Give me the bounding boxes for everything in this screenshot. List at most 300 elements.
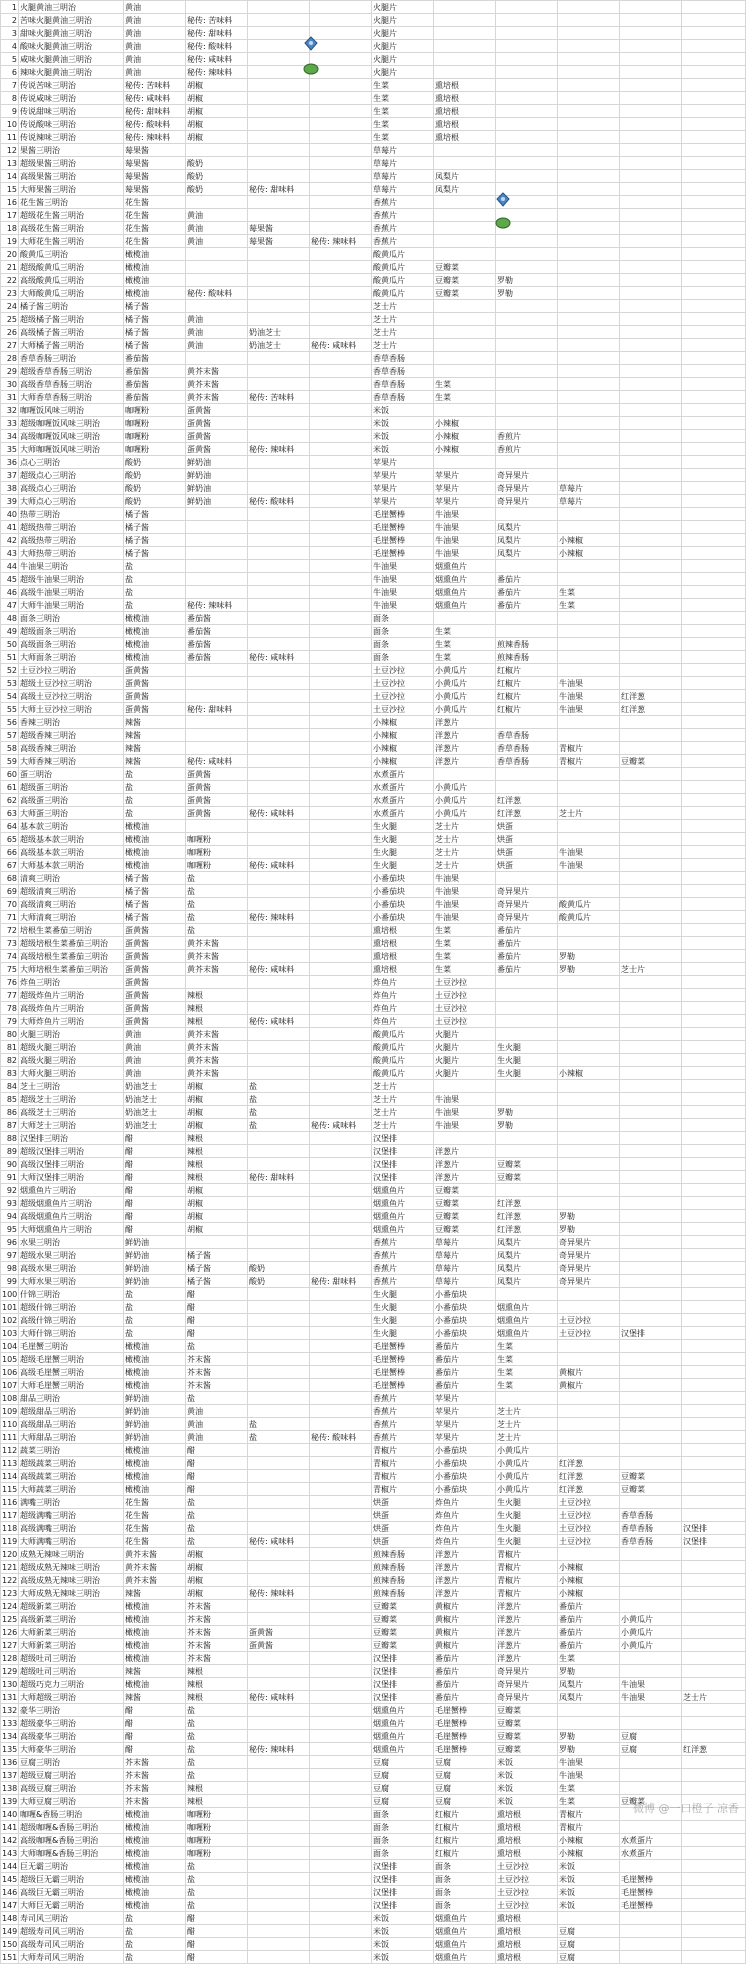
ingredient-cell[interactable]: 洋葱片 xyxy=(496,1613,558,1626)
ingredient-cell[interactable]: 秘传: 咸味料 xyxy=(248,1691,310,1704)
ingredient-cell[interactable] xyxy=(496,92,558,105)
ingredient-cell[interactable]: 熏培根 xyxy=(434,79,496,92)
ingredient-cell[interactable] xyxy=(620,924,682,937)
ingredient-cell[interactable] xyxy=(558,729,620,742)
ingredient-cell[interactable] xyxy=(682,1197,746,1210)
ingredient-cell[interactable]: 生菜 xyxy=(434,950,496,963)
ingredient-cell[interactable] xyxy=(248,365,310,378)
ingredient-cell[interactable] xyxy=(186,677,248,690)
ingredient-cell[interactable] xyxy=(248,1574,310,1587)
ingredient-cell[interactable] xyxy=(310,599,372,612)
ingredient-cell[interactable]: 凤梨片 xyxy=(496,1236,558,1249)
row-number-cell[interactable]: 77 xyxy=(1,989,19,1002)
ingredient-cell[interactable]: 盐 xyxy=(186,1743,248,1756)
row-number-cell[interactable]: 29 xyxy=(1,365,19,378)
row-number-cell[interactable]: 35 xyxy=(1,443,19,456)
row-number-cell[interactable]: 106 xyxy=(2,1367,18,1377)
ingredient-cell[interactable] xyxy=(558,560,620,573)
ingredient-cell[interactable]: 盐 xyxy=(186,1717,248,1730)
recipe-name-cell[interactable]: 大师超级三明治 xyxy=(19,1691,124,1704)
ingredient-cell[interactable]: 土豆沙拉 xyxy=(558,1522,620,1535)
ingredient-cell[interactable]: 牛油果 xyxy=(372,573,434,586)
row-number-cell[interactable]: 5 xyxy=(1,53,19,66)
ingredient-cell[interactable] xyxy=(620,768,682,781)
ingredient-cell[interactable] xyxy=(248,1717,310,1730)
row-number-cell[interactable]: 121 xyxy=(2,1562,18,1572)
recipe-name-cell[interactable]: 炸鱼三明治 xyxy=(19,976,124,989)
row-number-cell[interactable]: 117 xyxy=(2,1510,18,1520)
ingredient-cell[interactable]: 炸鱼片 xyxy=(372,989,434,1002)
ingredient-cell[interactable] xyxy=(496,144,558,157)
ingredient-cell[interactable]: 秘传: 苦味料 xyxy=(248,391,310,404)
row-number-cell[interactable]: 86 xyxy=(1,1106,19,1119)
ingredient-cell[interactable]: 煎辣香肠 xyxy=(496,638,558,651)
ingredient-cell[interactable] xyxy=(620,612,682,625)
ingredient-cell[interactable]: 盐 xyxy=(248,1119,310,1132)
ingredient-cell[interactable] xyxy=(434,456,496,469)
ingredient-cell[interactable] xyxy=(310,560,372,573)
ingredient-cell[interactable] xyxy=(248,1067,310,1080)
ingredient-cell[interactable]: 胡椒 xyxy=(186,1184,248,1197)
ingredient-cell[interactable]: 橄榄油 xyxy=(124,1639,186,1652)
ingredient-cell[interactable]: 烘蛋 xyxy=(496,859,558,872)
ingredient-cell[interactable] xyxy=(682,1717,746,1730)
ingredient-cell[interactable]: 米饭 xyxy=(372,443,434,456)
ingredient-cell[interactable] xyxy=(434,235,496,248)
ingredient-cell[interactable] xyxy=(248,1548,310,1561)
ingredient-cell[interactable]: 小黄瓜片 xyxy=(434,781,496,794)
ingredient-cell[interactable]: 橄榄油 xyxy=(124,1886,186,1899)
ingredient-cell[interactable] xyxy=(558,1158,620,1171)
ingredient-cell[interactable]: 盐 xyxy=(248,1080,310,1093)
ingredient-cell[interactable]: 土豆沙拉 xyxy=(434,976,496,989)
ingredient-cell[interactable] xyxy=(248,1860,310,1873)
ingredient-cell[interactable]: 芥末酱 xyxy=(186,1652,248,1665)
ingredient-cell[interactable] xyxy=(682,1145,746,1158)
row-number-cell[interactable]: 127 xyxy=(2,1640,18,1650)
recipe-name-cell[interactable]: 高级热带三明治 xyxy=(19,534,124,547)
ingredient-cell[interactable]: 豆瓣菜 xyxy=(496,1704,558,1717)
ingredient-cell[interactable]: 醋 xyxy=(124,1158,186,1171)
ingredient-cell[interactable]: 盐 xyxy=(186,898,248,911)
ingredient-cell[interactable] xyxy=(310,586,372,599)
ingredient-cell[interactable]: 汉堡排 xyxy=(372,1145,434,1158)
ingredient-cell[interactable] xyxy=(682,1080,746,1093)
ingredient-cell[interactable] xyxy=(682,1509,746,1522)
ingredient-cell[interactable]: 牛油果 xyxy=(434,885,496,898)
recipe-name-cell[interactable]: 高级汉堡排三明治 xyxy=(19,1158,124,1171)
ingredient-cell[interactable] xyxy=(310,1444,372,1457)
recipe-name-cell[interactable]: 高级新菜三明治 xyxy=(19,1613,124,1626)
ingredient-cell[interactable] xyxy=(496,1028,558,1041)
recipe-name-cell[interactable]: 大师新菜三明治 xyxy=(19,1639,124,1652)
recipe-name-cell[interactable]: 高级清爽三明治 xyxy=(19,898,124,911)
ingredient-cell[interactable]: 芥末酱 xyxy=(124,1782,186,1795)
ingredient-cell[interactable]: 生菜 xyxy=(372,79,434,92)
ingredient-cell[interactable] xyxy=(310,547,372,560)
ingredient-cell[interactable]: 盐 xyxy=(124,586,186,599)
ingredient-cell[interactable]: 香蕉片 xyxy=(372,235,434,248)
ingredient-cell[interactable] xyxy=(496,1,558,14)
recipe-name-cell[interactable]: 香辣三明治 xyxy=(19,716,124,729)
ingredient-cell[interactable] xyxy=(682,833,746,846)
row-number-cell[interactable]: 103 xyxy=(2,1328,18,1338)
ingredient-cell[interactable] xyxy=(620,248,682,261)
row-number-cell[interactable]: 12 xyxy=(1,144,19,157)
ingredient-cell[interactable]: 烟熏鱼片 xyxy=(434,1925,496,1938)
ingredient-cell[interactable] xyxy=(620,1210,682,1223)
ingredient-cell[interactable] xyxy=(558,924,620,937)
ingredient-cell[interactable]: 胡椒 xyxy=(186,79,248,92)
recipe-name-cell[interactable]: 大师果酱三明治 xyxy=(19,183,124,196)
row-number-cell[interactable]: 36 xyxy=(1,456,19,469)
recipe-name-cell[interactable]: 大师毛崖蟹三明治 xyxy=(19,1379,124,1392)
recipe-name-cell[interactable]: 大师咖喱&香肠三明治 xyxy=(19,1847,124,1860)
ingredient-cell[interactable]: 橄榄油 xyxy=(124,1600,186,1613)
row-number-cell[interactable]: 74 xyxy=(1,950,19,963)
ingredient-cell[interactable]: 盐 xyxy=(186,1704,248,1717)
ingredient-cell[interactable] xyxy=(434,14,496,27)
ingredient-cell[interactable]: 蛋黄酱 xyxy=(186,443,248,456)
ingredient-cell[interactable]: 洋葱片 xyxy=(434,1587,496,1600)
ingredient-cell[interactable] xyxy=(434,27,496,40)
ingredient-cell[interactable] xyxy=(620,1158,682,1171)
ingredient-cell[interactable] xyxy=(682,768,746,781)
ingredient-cell[interactable] xyxy=(434,248,496,261)
ingredient-cell[interactable]: 小黄瓜片 xyxy=(496,1457,558,1470)
ingredient-cell[interactable] xyxy=(620,196,682,209)
ingredient-cell[interactable] xyxy=(682,625,746,638)
recipe-name-cell[interactable]: 大师土豆沙拉三明治 xyxy=(19,703,124,716)
ingredient-cell[interactable] xyxy=(620,417,682,430)
recipe-name-cell[interactable]: 高级蔬菜三明治 xyxy=(19,1470,124,1483)
ingredient-cell[interactable] xyxy=(558,66,620,79)
ingredient-cell[interactable] xyxy=(248,755,310,768)
ingredient-cell[interactable] xyxy=(496,105,558,118)
ingredient-cell[interactable]: 秘传: 咸味料 xyxy=(310,1119,372,1132)
ingredient-cell[interactable]: 鲜奶油 xyxy=(124,1405,186,1418)
ingredient-cell[interactable]: 蛋黄酱 xyxy=(186,404,248,417)
ingredient-cell[interactable]: 芥末酱 xyxy=(186,1626,248,1639)
ingredient-cell[interactable]: 蛋黄酱 xyxy=(124,963,186,976)
ingredient-cell[interactable] xyxy=(620,1379,682,1392)
ingredient-cell[interactable] xyxy=(682,1496,746,1509)
ingredient-cell[interactable] xyxy=(620,638,682,651)
ingredient-cell[interactable]: 胡椒 xyxy=(186,118,248,131)
ingredient-cell[interactable]: 香蕉片 xyxy=(372,1236,434,1249)
ingredient-cell[interactable] xyxy=(310,1314,372,1327)
ingredient-cell[interactable]: 牛油果 xyxy=(434,534,496,547)
ingredient-cell[interactable] xyxy=(620,66,682,79)
ingredient-cell[interactable] xyxy=(496,339,558,352)
ingredient-cell[interactable] xyxy=(434,352,496,365)
ingredient-cell[interactable] xyxy=(682,404,746,417)
ingredient-cell[interactable] xyxy=(310,1639,372,1652)
ingredient-cell[interactable]: 咖喱粉 xyxy=(186,859,248,872)
ingredient-cell[interactable] xyxy=(620,1665,682,1678)
ingredient-cell[interactable] xyxy=(310,1301,372,1314)
ingredient-cell[interactable] xyxy=(310,482,372,495)
ingredient-cell[interactable] xyxy=(682,300,746,313)
ingredient-cell[interactable] xyxy=(248,1392,310,1405)
ingredient-cell[interactable] xyxy=(248,1236,310,1249)
ingredient-cell[interactable] xyxy=(248,599,310,612)
ingredient-cell[interactable] xyxy=(682,534,746,547)
ingredient-cell[interactable]: 小黄瓜片 xyxy=(496,1470,558,1483)
ingredient-cell[interactable] xyxy=(558,1340,620,1353)
ingredient-cell[interactable] xyxy=(248,1314,310,1327)
recipe-name-cell[interactable]: 大师汉堡排三明治 xyxy=(19,1171,124,1184)
ingredient-cell[interactable]: 橘子酱 xyxy=(124,300,186,313)
ingredient-cell[interactable] xyxy=(558,1301,620,1314)
ingredient-cell[interactable] xyxy=(620,313,682,326)
ingredient-cell[interactable] xyxy=(620,807,682,820)
ingredient-cell[interactable] xyxy=(496,1145,558,1158)
ingredient-cell[interactable] xyxy=(434,144,496,157)
ingredient-cell[interactable]: 芝士片 xyxy=(372,1119,434,1132)
ingredient-cell[interactable]: 生菜 xyxy=(434,638,496,651)
recipe-name-cell[interactable]: 蛋三明治 xyxy=(19,768,124,781)
ingredient-cell[interactable]: 小黄瓜片 xyxy=(496,1483,558,1496)
recipe-name-cell[interactable]: 蔬菜三明治 xyxy=(19,1444,124,1457)
recipe-name-cell[interactable]: 高级甜品三明治 xyxy=(19,1418,124,1431)
ingredient-cell[interactable] xyxy=(620,105,682,118)
row-number-cell[interactable]: 81 xyxy=(1,1041,19,1054)
ingredient-cell[interactable]: 辣酱 xyxy=(124,729,186,742)
row-number-cell[interactable]: 91 xyxy=(1,1171,19,1184)
ingredient-cell[interactable] xyxy=(496,1184,558,1197)
row-number-cell[interactable]: 60 xyxy=(1,768,19,781)
ingredient-cell[interactable]: 面条 xyxy=(434,1873,496,1886)
ingredient-cell[interactable]: 水煮蛋片 xyxy=(372,794,434,807)
ingredient-cell[interactable] xyxy=(682,1613,746,1626)
recipe-name-cell[interactable]: 甜品三明治 xyxy=(19,1392,124,1405)
ingredient-cell[interactable]: 蛋黄酱 xyxy=(124,937,186,950)
recipe-name-cell[interactable]: 超级培根生菜番茄三明治 xyxy=(19,937,124,950)
ingredient-cell[interactable]: 米饭 xyxy=(372,430,434,443)
ingredient-cell[interactable] xyxy=(682,781,746,794)
ingredient-cell[interactable]: 苹果片 xyxy=(434,482,496,495)
ingredient-cell[interactable] xyxy=(248,872,310,885)
ingredient-cell[interactable]: 青椒片 xyxy=(372,1483,434,1496)
ingredient-cell[interactable]: 面条 xyxy=(372,1821,434,1834)
ingredient-cell[interactable] xyxy=(682,79,746,92)
ingredient-cell[interactable] xyxy=(186,261,248,274)
ingredient-cell[interactable]: 奶油芝士 xyxy=(124,1093,186,1106)
ingredient-cell[interactable] xyxy=(682,53,746,66)
ingredient-cell[interactable]: 烟熏鱼片 xyxy=(372,1730,434,1743)
ingredient-cell[interactable]: 鲜奶油 xyxy=(124,1249,186,1262)
ingredient-cell[interactable]: 红椒片 xyxy=(496,690,558,703)
recipe-name-cell[interactable]: 高级香草香肠三明治 xyxy=(19,378,124,391)
ingredient-cell[interactable]: 汉堡排 xyxy=(372,1132,434,1145)
ingredient-cell[interactable] xyxy=(620,534,682,547)
ingredient-cell[interactable] xyxy=(620,1548,682,1561)
ingredient-cell[interactable]: 蛋黄酱 xyxy=(186,417,248,430)
ingredient-cell[interactable] xyxy=(620,560,682,573)
row-number-cell[interactable]: 45 xyxy=(1,573,19,586)
ingredient-cell[interactable]: 凤梨片 xyxy=(434,183,496,196)
ingredient-cell[interactable] xyxy=(682,482,746,495)
ingredient-cell[interactable]: 豆瓣菜 xyxy=(496,1743,558,1756)
ingredient-cell[interactable]: 胡椒 xyxy=(186,1093,248,1106)
ingredient-cell[interactable] xyxy=(620,1041,682,1054)
row-number-cell[interactable]: 92 xyxy=(1,1184,19,1197)
ingredient-cell[interactable] xyxy=(310,1171,372,1184)
ingredient-cell[interactable] xyxy=(620,1561,682,1574)
ingredient-cell[interactable]: 莓果酱 xyxy=(248,235,310,248)
ingredient-cell[interactable]: 牛油果 xyxy=(434,547,496,560)
ingredient-cell[interactable] xyxy=(558,157,620,170)
ingredient-cell[interactable] xyxy=(310,469,372,482)
ingredient-cell[interactable]: 豆瓣菜 xyxy=(434,287,496,300)
ingredient-cell[interactable]: 醋 xyxy=(186,1483,248,1496)
row-number-cell[interactable]: 20 xyxy=(1,248,19,261)
ingredient-cell[interactable] xyxy=(620,1756,682,1769)
ingredient-cell[interactable]: 土豆沙拉 xyxy=(434,1002,496,1015)
recipe-name-cell[interactable]: 汉堡排三明治 xyxy=(19,1132,124,1145)
recipe-name-cell[interactable]: 高级满嘴三明治 xyxy=(19,1522,124,1535)
ingredient-cell[interactable]: 凤梨片 xyxy=(496,1275,558,1288)
ingredient-cell[interactable]: 番茄片 xyxy=(496,950,558,963)
ingredient-cell[interactable] xyxy=(248,1405,310,1418)
ingredient-cell[interactable] xyxy=(682,1015,746,1028)
ingredient-cell[interactable] xyxy=(248,1678,310,1691)
ingredient-cell[interactable] xyxy=(620,1938,682,1951)
recipe-name-cell[interactable]: 大师蔬菜三明治 xyxy=(19,1483,124,1496)
ingredient-cell[interactable]: 洋葱片 xyxy=(434,716,496,729)
row-number-cell[interactable]: 75 xyxy=(1,963,19,976)
ingredient-cell[interactable]: 秘传: 酸味料 xyxy=(186,287,248,300)
ingredient-cell[interactable] xyxy=(620,1366,682,1379)
ingredient-cell[interactable] xyxy=(682,196,746,209)
ingredient-cell[interactable]: 辣根 xyxy=(186,1782,248,1795)
ingredient-cell[interactable]: 凤梨片 xyxy=(496,547,558,560)
ingredient-cell[interactable]: 咖喱粉 xyxy=(124,430,186,443)
ingredient-cell[interactable] xyxy=(434,66,496,79)
ingredient-cell[interactable]: 鲜奶油 xyxy=(124,1236,186,1249)
ingredient-cell[interactable] xyxy=(434,196,496,209)
ingredient-cell[interactable]: 芝士片 xyxy=(558,807,620,820)
ingredient-cell[interactable]: 烘蛋 xyxy=(372,1509,434,1522)
ingredient-cell[interactable]: 毛崖蟹棒 xyxy=(372,534,434,547)
recipe-name-cell[interactable]: 大师成熟无辣味三明治 xyxy=(19,1587,124,1600)
ingredient-cell[interactable] xyxy=(310,118,372,131)
ingredient-cell[interactable]: 蛋黄酱 xyxy=(124,989,186,1002)
ingredient-cell[interactable] xyxy=(310,1574,372,1587)
ingredient-cell[interactable]: 炸鱼片 xyxy=(372,1015,434,1028)
ingredient-cell[interactable]: 盐 xyxy=(124,781,186,794)
ingredient-cell[interactable]: 烟熏鱼片 xyxy=(372,1717,434,1730)
recipe-name-cell[interactable]: 传说苦味三明治 xyxy=(19,79,124,92)
ingredient-cell[interactable] xyxy=(620,1,682,14)
row-number-cell[interactable]: 128 xyxy=(2,1653,18,1663)
ingredient-cell[interactable]: 番茄片 xyxy=(558,1639,620,1652)
ingredient-cell[interactable] xyxy=(620,1015,682,1028)
ingredient-cell[interactable]: 豆腐 xyxy=(372,1756,434,1769)
recipe-name-cell[interactable]: 大师蛋三明治 xyxy=(19,807,124,820)
recipe-name-cell[interactable]: 高级巨无霸三明治 xyxy=(19,1886,124,1899)
ingredient-cell[interactable]: 小辣椒 xyxy=(558,1067,620,1080)
ingredient-cell[interactable]: 毛崖蟹棒 xyxy=(620,1886,682,1899)
recipe-name-cell[interactable]: 香草香肠三明治 xyxy=(19,352,124,365)
ingredient-cell[interactable]: 土豆沙拉 xyxy=(372,677,434,690)
row-number-cell[interactable]: 123 xyxy=(2,1588,18,1598)
row-number-cell[interactable]: 131 xyxy=(2,1692,18,1702)
ingredient-cell[interactable]: 鲜奶油 xyxy=(186,456,248,469)
row-number-cell[interactable]: 37 xyxy=(1,469,19,482)
ingredient-cell[interactable]: 橄榄油 xyxy=(124,248,186,261)
ingredient-cell[interactable]: 洋葱片 xyxy=(496,1626,558,1639)
row-number-cell[interactable]: 23 xyxy=(1,287,19,300)
ingredient-cell[interactable] xyxy=(682,1158,746,1171)
ingredient-cell[interactable]: 番茄片 xyxy=(558,1600,620,1613)
recipe-name-cell[interactable]: 超级热带三明治 xyxy=(19,521,124,534)
ingredient-cell[interactable] xyxy=(496,508,558,521)
ingredient-cell[interactable]: 苹果片 xyxy=(372,495,434,508)
ingredient-cell[interactable]: 苹果片 xyxy=(434,1431,496,1444)
ingredient-cell[interactable]: 米饭 xyxy=(558,1873,620,1886)
ingredient-cell[interactable]: 小番茄块 xyxy=(372,872,434,885)
recipe-name-cell[interactable]: 超级什锦三明治 xyxy=(19,1301,124,1314)
recipe-name-cell[interactable]: 芝士三明治 xyxy=(19,1080,124,1093)
ingredient-cell[interactable] xyxy=(620,1171,682,1184)
row-number-cell[interactable]: 22 xyxy=(1,274,19,287)
ingredient-cell[interactable] xyxy=(434,53,496,66)
ingredient-cell[interactable] xyxy=(310,1249,372,1262)
ingredient-cell[interactable] xyxy=(186,521,248,534)
recipe-name-cell[interactable]: 热带三明治 xyxy=(19,508,124,521)
ingredient-cell[interactable]: 秘传: 咸味料 xyxy=(248,1535,310,1548)
ingredient-cell[interactable]: 罗勒 xyxy=(558,1223,620,1236)
ingredient-cell[interactable]: 烘蛋 xyxy=(372,1522,434,1535)
ingredient-cell[interactable]: 芥末酱 xyxy=(124,1756,186,1769)
ingredient-cell[interactable] xyxy=(682,690,746,703)
ingredient-cell[interactable] xyxy=(248,1340,310,1353)
ingredient-cell[interactable] xyxy=(558,183,620,196)
recipe-name-cell[interactable]: 土豆沙拉三明治 xyxy=(19,664,124,677)
ingredient-cell[interactable]: 生菜 xyxy=(496,1340,558,1353)
ingredient-cell[interactable] xyxy=(310,924,372,937)
recipe-name-cell[interactable]: 咖喱&香肠三明治 xyxy=(19,1808,124,1821)
row-number-cell[interactable]: 82 xyxy=(1,1054,19,1067)
ingredient-cell[interactable]: 蛋黄酱 xyxy=(186,781,248,794)
recipe-name-cell[interactable]: 清爽三明治 xyxy=(19,872,124,885)
ingredient-cell[interactable]: 汉堡排 xyxy=(372,1678,434,1691)
ingredient-cell[interactable] xyxy=(682,352,746,365)
ingredient-cell[interactable] xyxy=(496,1002,558,1015)
ingredient-cell[interactable] xyxy=(558,417,620,430)
ingredient-cell[interactable] xyxy=(620,1249,682,1262)
ingredient-cell[interactable] xyxy=(620,1496,682,1509)
row-number-cell[interactable]: 72 xyxy=(1,924,19,937)
ingredient-cell[interactable] xyxy=(682,1704,746,1717)
ingredient-cell[interactable]: 橄榄油 xyxy=(124,1457,186,1470)
row-number-cell[interactable]: 59 xyxy=(1,755,19,768)
ingredient-cell[interactable] xyxy=(682,92,746,105)
ingredient-cell[interactable]: 盐 xyxy=(186,1886,248,1899)
ingredient-cell[interactable]: 黄芥末酱 xyxy=(186,378,248,391)
ingredient-cell[interactable] xyxy=(310,1340,372,1353)
ingredient-cell[interactable] xyxy=(682,1379,746,1392)
ingredient-cell[interactable] xyxy=(496,27,558,40)
ingredient-cell[interactable] xyxy=(496,716,558,729)
ingredient-cell[interactable]: 小辣椒 xyxy=(372,716,434,729)
row-number-cell[interactable]: 62 xyxy=(1,794,19,807)
ingredient-cell[interactable] xyxy=(682,1184,746,1197)
ingredient-cell[interactable] xyxy=(558,1,620,14)
ingredient-cell[interactable] xyxy=(248,456,310,469)
